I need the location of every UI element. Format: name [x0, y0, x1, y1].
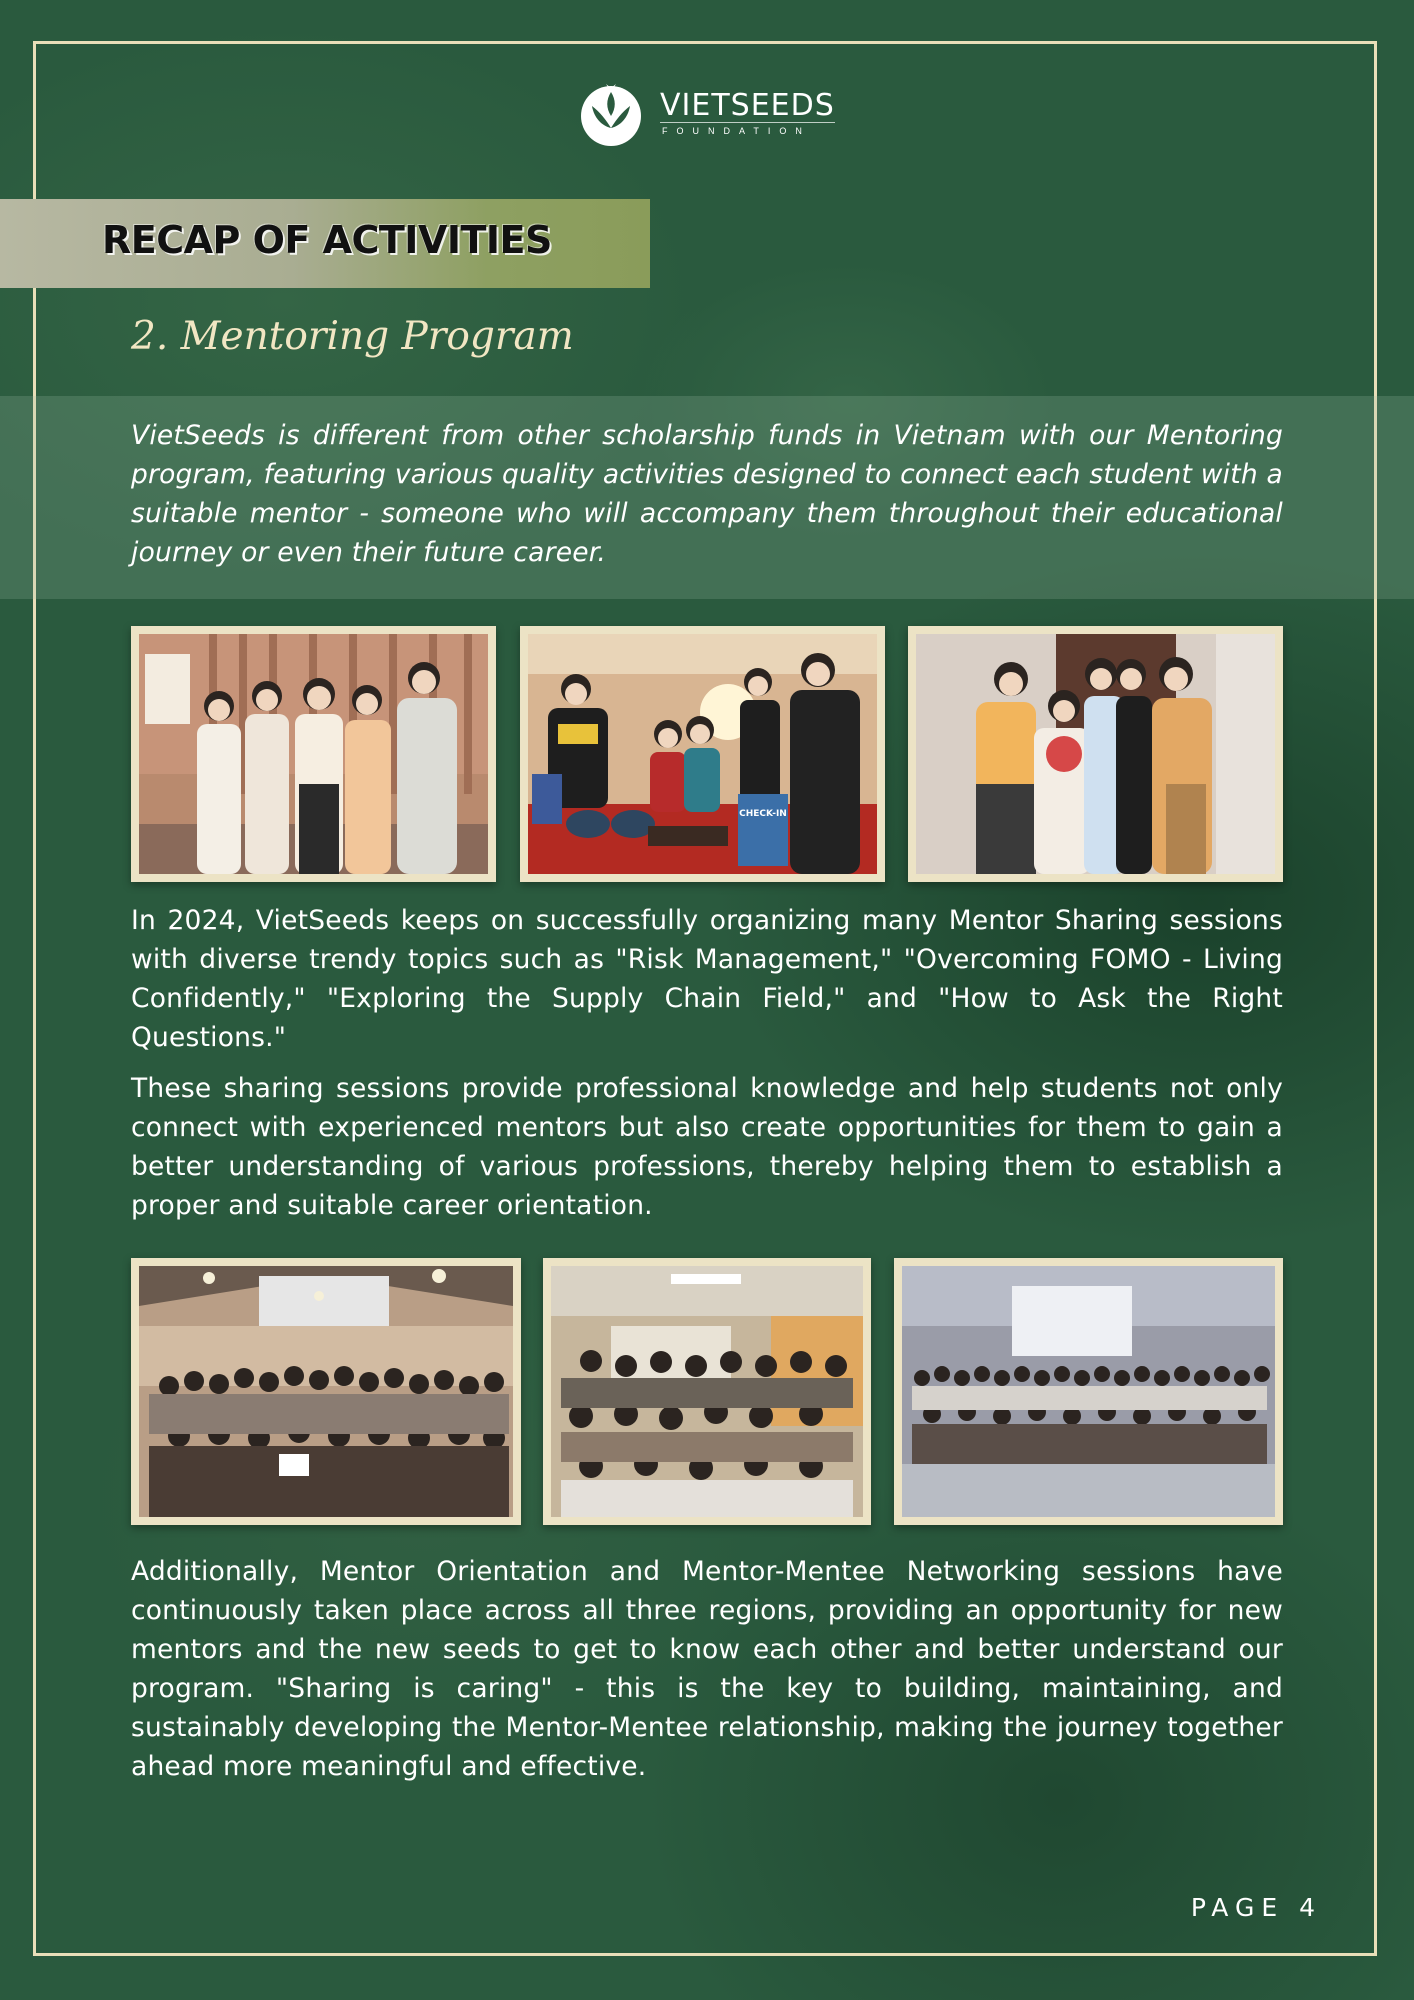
logo-subtitle: FOUNDATION: [660, 122, 835, 137]
lotus-icon: [576, 78, 646, 148]
photo-mentor-group-3: [908, 626, 1283, 882]
intro-paragraph: VietSeeds is different from other scholarship funds in Vietnam with our Mentoring program, featuring various quality activities designed to connect each student with a suitable mentor - someone who will accompany them throughout their educational journey or even their future career.: [131, 420, 1283, 568]
photo-mentor-group-2: [520, 626, 885, 882]
section-title: 2. Mentoring Program: [131, 314, 574, 359]
benefits-paragraph: These sharing sessions provide professional knowledge and help students not only connect with experienced mentors but also create opportunities for them to gain a better understanding of various professions, thereby helping them to establish a proper and suitable career orientation.: [131, 1073, 1283, 1221]
photo-orientation-group-2: [543, 1258, 871, 1525]
check-in-sign: CHECK-IN: [739, 809, 787, 819]
photo-mentor-group-1: [131, 626, 496, 882]
page-number: PAGE 4: [1190, 1893, 1322, 1922]
vietseeds-logo: [576, 78, 835, 148]
additionally-paragraph: Additionally, Mentor Orientation and Mentor-Mentee Networking sessions have continuously taken place across all three regions, providing an opportunity for new mentors and the new seeds to get to know each other and better understand our program. "Sharing is caring" - this is the key to building, maintaining, and sustainably developing the Mentor-Mentee relationship, making the journey together ahead more meaningful and effective.: [131, 1556, 1283, 1782]
banner-title: RECAP OF ACTIVITIES: [102, 218, 552, 262]
logo-name: VIETSEEDS: [660, 87, 835, 123]
photo-orientation-group-3: [894, 1258, 1283, 1525]
sessions-2024-paragraph: In 2024, VietSeeds keeps on successfully organizing many Mentor Sharing sessions with diverse trendy topics such as "Risk Management," "Overcoming FOMO - Living Confidently," "Exploring the Supply Chain Field," and "How to Ask the Right Questions.": [131, 905, 1283, 1053]
photo-orientation-group-1: [131, 1258, 521, 1525]
